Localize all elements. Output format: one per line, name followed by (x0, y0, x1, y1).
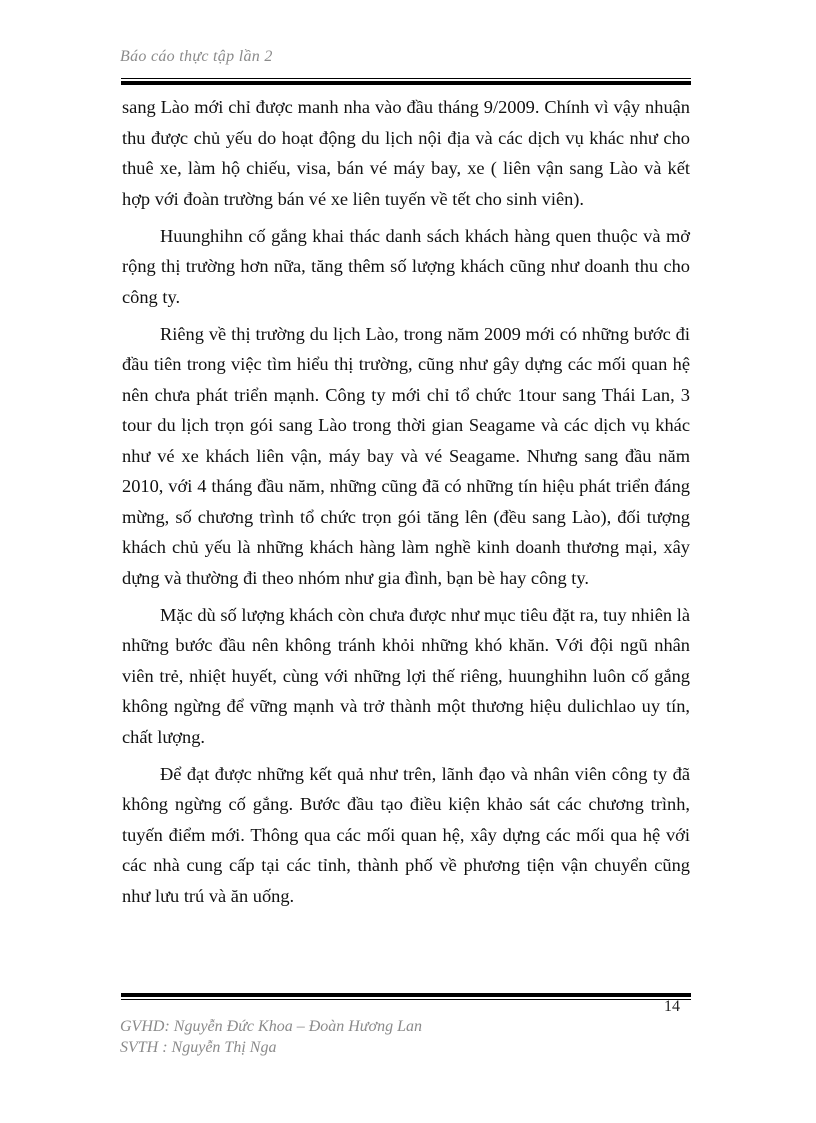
paragraph-4: Mặc dù số lượng khách còn chưa được như mục tiêu đặt ra, tuy nhiên là những bước đầu nên không tránh khỏi những khó khăn. Với đội ngũ nhân viên trẻ, nhiệt huyết, cùng với những lợi thế riêng, huunghihn luôn cố gắng không ngừng để vững mạnh và trở thành một thương hiệu dulichlao uy tín, chất lượng. (122, 604, 690, 747)
paragraph-3: Riêng về thị trường du lịch Lào, trong năm 2009 mới có những bước đi đầu tiên trong việc tìm hiểu thị trường, cũng như gây dựng các mối quan hệ nên chưa phát triển mạnh. Công ty mới chỉ tổ chức 1tour sang Thái Lan, 3 tour du lịch trọn gói sang Lào trong thời gian Seagame và các dịch vụ khác như vé xe khách liên vận, máy bay và vé Seagame. Nhưng sang đầu năm 2010, với 4 tháng đầu năm, những cũng đã có những tín hiệu phát triển đáng mừng, số chương trình tổ chức trọn gói tăng lên (đều sang Lào), đối tượng khách chủ yếu là những khách hàng làm nghề kinh doanh thương mại, xây dựng và thường đi theo nhóm như gia đình, bạn bè hay công ty. (122, 323, 690, 588)
header-title: Báo cáo thực tập lần 2 (120, 48, 273, 65)
header-rule-thin (121, 78, 691, 79)
paragraph-2: Huunghihn cố gắng khai thác danh sách khách hàng quen thuộc và mở rộng thị trường hơn nữa, tăng thêm số lượng khách cũng như doanh thu cho công ty. (122, 225, 690, 307)
paragraph-5: Để đạt được những kết quả như trên, lãnh đạo và nhân viên công ty đã không ngừng cố gắng. Bước đầu tạo điều kiện khảo sát các chương trình, tuyến điểm mới. Thông qua các mối quan hệ, xây dựng các mối qua hệ với các nhà cung cấp tại các tỉnh, thành phố về phương tiện vận chuyển cũng như lưu trú và ăn uống. (122, 763, 690, 906)
footer-rule-thin (121, 999, 691, 1000)
body-text (122, 92, 690, 918)
footer-rule-thick (121, 993, 691, 997)
footer-student: SVTH : Nguyễn Thị Nga (120, 1039, 277, 1056)
paragraph-1: sang Lào mới chỉ được manh nha vào đầu tháng 9/2009. Chính vì vậy nhuận thu được chủ yếu do hoạt động du lịch nội địa và các dịch vụ khác như cho thuê xe, làm hộ chiếu, visa, bán vé máy bay, xe ( liên vận sang Lào và kết hợp với đoàn trường bán vé xe liên tuyến về tết cho sinh viên). (122, 97, 690, 209)
header-rule-thick (121, 81, 691, 85)
footer-advisor: GVHD: Nguyễn Đức Khoa – Đoàn Hương Lan (120, 1018, 422, 1035)
page-number: 14 (664, 998, 680, 1015)
